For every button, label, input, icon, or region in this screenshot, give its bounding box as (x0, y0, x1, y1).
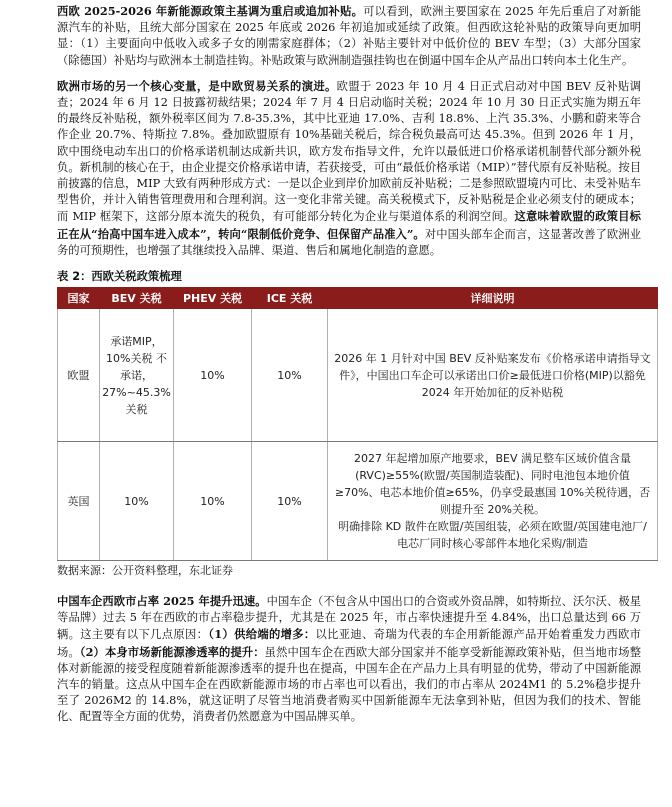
table-source: 数据来源：公开资料整理，东北证券 (57, 564, 233, 578)
cell-ice: 10% (252, 442, 328, 561)
paragraph-tail: 对中国头部车企而言，这显著改善了欧洲业务的可预期性，也增强了其继续投入品牌、渠道、售后和属地化制造的意愿。 (57, 227, 641, 257)
paragraph-trade-relations (57, 78, 641, 259)
paragraph-body: 以比亚迪、奇瑞为代表的车企用新能源产品开始着重发力西欧市场。 (57, 628, 641, 659)
paragraph-emphasis: 这意味着欧盟的政策目标正在从“抬高中国车进入成本”，转向“限制低价竞争、但保留产品准入”。 (57, 209, 641, 241)
paragraph-lead: 欧洲市场的另一个核心变量，是中欧贸易关系的演进。 (57, 78, 337, 93)
table-header-row (58, 288, 658, 309)
paragraph-body: 虽然中国车企在西欧大部分国家并不能享受新能源政策补贴，但当地市场整体对新能源的接受程度随着新能源渗透率的提升也在提高，中国车企在产品力上具有明显的优势，带动了中国新能源汽车的销量。这点从中国车企在西欧新能源市场的市占率也可以看出，我们的市占率从 2024M1 的 5.2%稳步提升至了 2026M2 的 14.8%，就这证明了尽管当地消费者购买中国新能源车无法拿到补贴，但因为我们的技术、智能化、配置等全方面的优势，消费者仍然愿意为中国品牌买单。 (57, 645, 641, 724)
cell-bev: 承诺MIP，10%关税 不承诺，27%~45.3%关税 (100, 309, 174, 442)
table-row (58, 309, 658, 442)
paragraph-body: 可以看到，欧洲主要国家在 2025 年先后重启了对新能源汽车的补贴，且统大部分国家在 2025 年底或 2026 年初追加或延续了政策。但西欧这轮补贴的政策导向更加明显：（1）主要面向中低收入或多子女的刚需家庭群体；（2）补贴主要针对中低价位的 BEV 车型；（3）大部分国家（除德国）补贴均与欧洲本土制造挂钩。补贴政策与欧洲制造强挂钩也在倒逼中国车企从产品出口转向本土化生产。 (57, 5, 641, 67)
header-bev: BEV 关税 (100, 288, 174, 309)
paragraph-body: 欧盟于 2023 年 10 月 4 日正式启动对中国 BEV 反补贴调查；2024 年 6 月 12 日披露初裁结果；2024 年 7 月 4 日启动临时关税；2024 年 10 月 30 日正式实施为期五年的最终反补贴税，额外税率区间为 7.8-35.3%，其中比亚迪 17.0%、吉利 18.8%、上汽 35.3%、小鹏和蔚来等合作企业 20.7%、特斯拉 7.8%。叠加欧盟原有 10%基础关税后，综合税负最高可达 45.3%。但到 2026 年 1 月，欧中围绕电动车出口的价格承诺机制达成新共识，欧方发布指导文件，允许以最低进口价格承诺机制替代部分额外税负。新机制的核心在于，由企业提交价格承诺申请，若获接受，可由“最低价格承诺（MIP）”替代原有反补贴税。按目前披露的信息，MIP 大致有两种形成方式：一是以企业到岸价加欧前反补贴税；二是参照欧盟境内可比、未受补贴车型售价，并计入销售管理费用和合理利润。这一变化非常关键。高关税模式下，反补贴税是企业必须支付的硬成本；而 MIP 框架下，这部分原本流失的税负，有可能部分转化为企业与渠道体系的利润空间。 (57, 79, 641, 224)
paragraph-body: 中国车企（不包含从中国出口的合资或外资品牌，如特斯拉、沃尔沃、极星等品牌）过去 5 年在西欧的市占率稳步提升，尤其是在 2025 年，市占率快速提升至 4.84%，出口总量达到 66 万辆。这主要有以下几点原因： (57, 595, 641, 642)
header-country: 国家 (58, 288, 100, 309)
detail-text: 明确排除 KD 散件在欧盟/英国组装，必须在欧盟/英国建电池厂/电芯厂同时核心零部件本地化采购/制造 (338, 520, 647, 551)
header-ice: ICE 关税 (252, 288, 328, 309)
tariff-policy-table (57, 287, 658, 561)
paragraph-lead: 中国车企西欧市占率 2025 年提升迅速。 (57, 594, 267, 609)
detail-text: 2026 年 1 月针对中国 BEV 反补贴案发布《价格承诺申请指导文件》，中国出口车企可以承诺出口价≥最低进口价格(MIP)以豁免 2024 年开始加征的反补贴税 (334, 351, 651, 399)
paragraph-lead: 西欧 2025-2026 年新能源政策主基调为重启或追加补贴。 (57, 4, 364, 18)
cell-detail (328, 309, 658, 442)
cell-phev: 10% (174, 442, 252, 561)
paragraph-subsidy-policy (57, 3, 641, 69)
header-detail: 详细说明 (328, 288, 658, 309)
paragraph-point: （1）供给端的增多： (208, 627, 316, 642)
document-page (57, 3, 651, 726)
table-title: 表 2：西欧关税政策梳理 (57, 270, 182, 284)
paragraph-point: （2）本身市场新能源渗透率的提升： (79, 644, 265, 659)
header-phev: PHEV 关税 (174, 288, 252, 309)
table-row (58, 442, 658, 561)
paragraph-market-share (57, 593, 641, 726)
cell-detail (328, 442, 658, 561)
cell-phev: 10% (174, 309, 252, 442)
cell-country: 欧盟 (58, 309, 100, 442)
cell-country: 英国 (58, 442, 100, 561)
detail-text: 2027 年起增加原产地要求，BEV 满足整车区域价值含量(RVC)≥55%(欧盟/英国制造装配)、同时电池包本地价值≥70%、电芯本地价值≥65%，仍享受最惠国 10%关税待遇，否则提升至 20%关税。 (334, 452, 651, 517)
cell-bev: 10% (100, 442, 174, 561)
cell-ice: 10% (252, 309, 328, 442)
